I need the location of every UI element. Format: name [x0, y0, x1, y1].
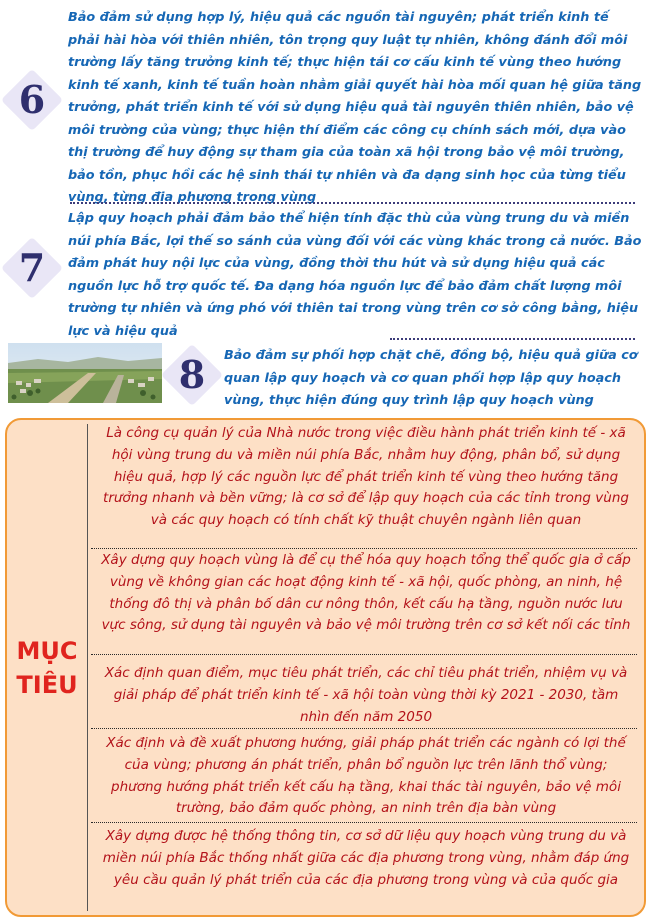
objective-item-3: Xác định quan điểm, mục tiêu phát triển, các chỉ tiêu phát triển, nhiệm vụ và giải pháp để phát triển kinh tế - xã hội toàn vùng thời kỳ 2021 - 2030, tầm nhìn đến năm 2050 [104, 665, 628, 725]
item-separator [91, 822, 637, 823]
item-separator [91, 654, 637, 655]
item-separator [91, 548, 637, 549]
objective-item-5: Xây dựng được hệ thống thông tin, cơ sở dữ liệu quy hoạch vùng trung du và miền núi phía Bắc thống nhất giữa các địa phương trong vùng, nhằm đáp ứng yêu cầu quản lý phát triển của các địa phương trong vùng và của quốc gia [102, 828, 630, 888]
number-badge-6 [2, 70, 62, 130]
objectives-title [7, 420, 87, 915]
principle-text: Bảo đảm sự phối hợp chặt chẽ, đồng bộ, hiệu quả giữa cơ quan lập quy hoạch và cơ quan phối hợp lập quy hoạch vùng, thực hiện đúng quy trình lập quy hoạch vùng [224, 348, 638, 408]
vertical-divider [87, 424, 88, 911]
number-badge-8 [162, 345, 222, 405]
landscape-photo [8, 343, 162, 403]
title-line-1: MỤC [16, 636, 78, 665]
principle-number: 8 [178, 352, 206, 397]
objectives-panel [5, 418, 646, 917]
divider [70, 202, 635, 204]
title-line-2: TIÊU [16, 670, 78, 699]
principle-number: 7 [18, 245, 46, 290]
principle-number: 6 [18, 77, 46, 122]
principle-text: Bảo đảm sử dụng hợp lý, hiệu quả các nguồn tài nguyên; phát triển kinh tế phải hài hòa với thiên nhiên, tôn trọng quy luật tự nhiên, không đánh đổi môi trường lấy tăng trưởng kinh tế; thực hiện tái cơ cấu kinh tế vùng theo hướng kinh tế xanh, kinh tế tuần hoàn nhằm giải quyết hài hòa mối quan hệ giữa tăng trưởng, phát triển kinh tế với sử dụng hiệu quả tài nguyên thiên nhiên, bảo vệ môi trường của vùng; thực hiện thí điểm các công cụ chính sách mới, dựa vào thị trường để huy động sự tham gia của toàn xã hội trong bảo vệ môi trường, bảo tồn, phục hồi các hệ sinh thái tự nhiên và đa dạng sinh học của từng tiểu vùng, từng địa phương trong vùng [68, 10, 642, 205]
objective-item-2: Xây dựng quy hoạch vùng là để cụ thể hóa quy hoạch tổng thể quốc gia ở cấp vùng về không gian các hoạt động kinh tế - xã hội, quốc phòng, an ninh, hệ thống đô thị và phân bố dân cư nông thôn, kết cấu hạ tầng, nguồn nước lưu vực sông, sử dụng tài nguyên và bảo vệ môi trường trên cơ sở kết nối các tỉnh [101, 552, 631, 634]
number-badge-7 [2, 238, 62, 298]
item-separator [91, 728, 637, 729]
principle-text: Lập quy hoạch phải đảm bảo thể hiện tính đặc thù của vùng trung du và miền núi phía Bắc, lợi thế so sánh của vùng đối với các vùng khác trong cả nước. Bảo đảm phát huy nội lực của vùng, đồng thời thu hút và sử dụng hiệu quả các nguồn lực hỗ trợ quốc tế. Đa dạng hóa nguồn lực để bảo đảm chất lượng môi trường tự nhiên và ứng phó với thiên tai trong vùng trên cơ sở công bằng, hiệu lực và hiệu quả [68, 211, 642, 339]
objective-item-4: Xác định và đề xuất phương hướng, giải pháp phát triển các ngành có lợi thế của vùng; phương án phát triển, phân bổ nguồn lực trên lãnh thổ vùng; phương hướng phát triển kết cấu hạ tầng, khai thác tài nguyên, bảo vệ môi trường, bảo đảm quốc phòng, an ninh trên địa bàn vùng [106, 735, 626, 817]
objective-item-1: Là công cụ quản lý của Nhà nước trong việc điều hành phát triển kinh tế - xã hội vùng trung du và miền núi phía Bắc, nhằm huy động, phân bổ, sử dụng hiệu quả, hợp lý các nguồn lực để phát triển kinh tế vùng theo hướng tăng trưởng nhanh và bền vững; là cơ sở để lập quy hoạch của các tỉnh trong vùng và các quy hoạch có tính chất kỹ thuật chuyên ngành liên quan [103, 425, 629, 529]
divider [390, 338, 635, 340]
